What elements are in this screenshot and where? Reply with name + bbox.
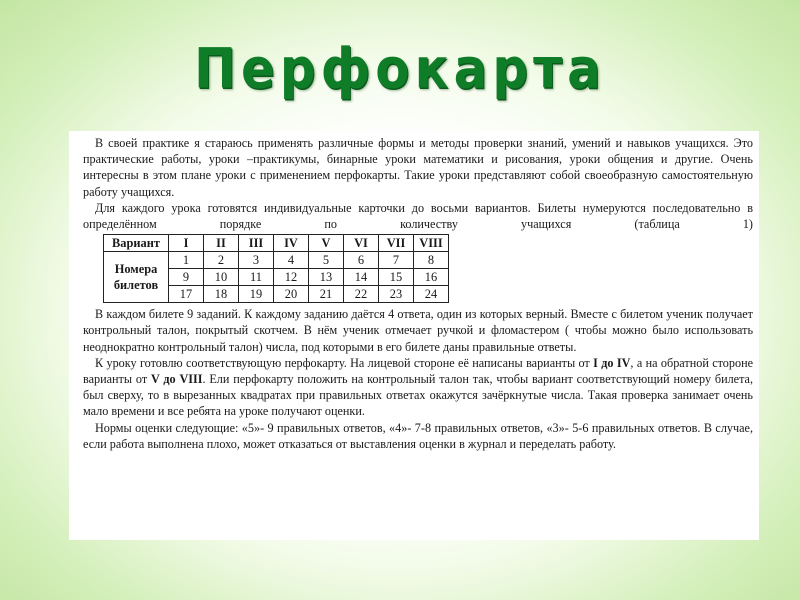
- table-cell: 11: [239, 269, 274, 286]
- table-row: [104, 252, 449, 269]
- table-cell: 14: [344, 269, 379, 286]
- text-span: К уроку готовлю соответствующую перфокарту. На лицевой стороне её написаны варианты от: [95, 355, 594, 370]
- slide-title: Перфокарта: [194, 37, 606, 101]
- table-cell: 13: [309, 269, 344, 286]
- table-header-row: [104, 235, 449, 252]
- table-cell: 22: [344, 286, 379, 303]
- table-cell: 20: [274, 286, 309, 303]
- table-cell: 3: [239, 252, 274, 269]
- table-cell: 6: [344, 252, 379, 269]
- table-cell: 17: [169, 286, 204, 303]
- table-header-label: Вариант: [104, 235, 169, 252]
- table-cell: 2: [204, 252, 239, 269]
- text-span-bold: I до IV: [593, 355, 631, 370]
- table-cell: 12: [274, 269, 309, 286]
- table-cell: 4: [274, 252, 309, 269]
- table-cell: 10: [204, 269, 239, 286]
- table-cell: 5: [309, 252, 344, 269]
- table-cell: 16: [414, 269, 449, 286]
- paragraph-cards: Для каждого урока готовятся индивидуальные карточки до восьми вариантов. Билеты нумеруются последовательно в определённом порядке по количеству учащихся (таблица 1): [83, 200, 753, 232]
- table-cell: 23: [379, 286, 414, 303]
- table-cell: 8: [414, 252, 449, 269]
- variant-header: IV: [274, 235, 309, 252]
- paragraph-grading: Нормы оценки следующие: «5»- 9 правильных ответов, «4»- 7-8 правильных ответов, «3»- 5-6 правильных ответов. В случае, если работа выполнена плохо, может отказаться от выставления оценки в журнал и переделать работу.: [83, 420, 753, 451]
- variant-header: VI: [344, 235, 379, 252]
- paragraph-intro: В своей практике я стараюсь применять различные формы и методы проверки знаний, умений и навыков учащихся. Это практические работы, уроки –практикумы, бинарные уроки математики и рисования, уроки общения и другие. Очень интересны в этом плане уроки с применением перфокарты. Такие уроки представляют собой своеобразную самостоятельную работу учащихся.: [83, 136, 753, 199]
- variant-header: I: [169, 235, 204, 252]
- variant-header: III: [239, 235, 274, 252]
- paragraph-tasks: В каждом билете 9 заданий. К каждому заданию даётся 4 ответа, один из которых верный. Вместе с билетом ученик получает контрольный талон, покрытый скотчем. В нём ученик отмечает ручкой и фломастером ( чтобы можно было использовать неоднократно контрольный талон) числа, под которыми в его билете даны правильные ответы.: [83, 307, 753, 354]
- table-cell: 24: [414, 286, 449, 303]
- text-span: , а на обратной стороне варианты от: [83, 355, 754, 387]
- text-span: . Ели перфокарту положить на контрольный талон так, чтобы вариант соответствующий номеру билета, был сверху, то в вырезанных квадратах при правильных ответах окажутся зачёркнутые числа. Такая проверка занимает очень мало времени и все ребята на уроке получают оценки.: [83, 372, 754, 419]
- variant-header: VIII: [414, 235, 449, 252]
- table-cell: 9: [169, 269, 204, 286]
- table-cell: 1: [169, 252, 204, 269]
- variant-header: II: [204, 235, 239, 252]
- document-scan: [69, 131, 759, 540]
- table-cell: 7: [379, 252, 414, 269]
- ticket-table: [103, 234, 449, 303]
- variant-header: VII: [379, 235, 414, 252]
- table-cell: 19: [239, 286, 274, 303]
- table-cell: 18: [204, 286, 239, 303]
- text-span-bold: V до VIII: [150, 372, 203, 387]
- table-cell: 21: [309, 286, 344, 303]
- table-cell: 15: [379, 269, 414, 286]
- variant-header: V: [309, 235, 344, 252]
- paragraph-punchcard: [83, 355, 753, 420]
- ticket-numbers-label: Номера билетов: [104, 252, 169, 303]
